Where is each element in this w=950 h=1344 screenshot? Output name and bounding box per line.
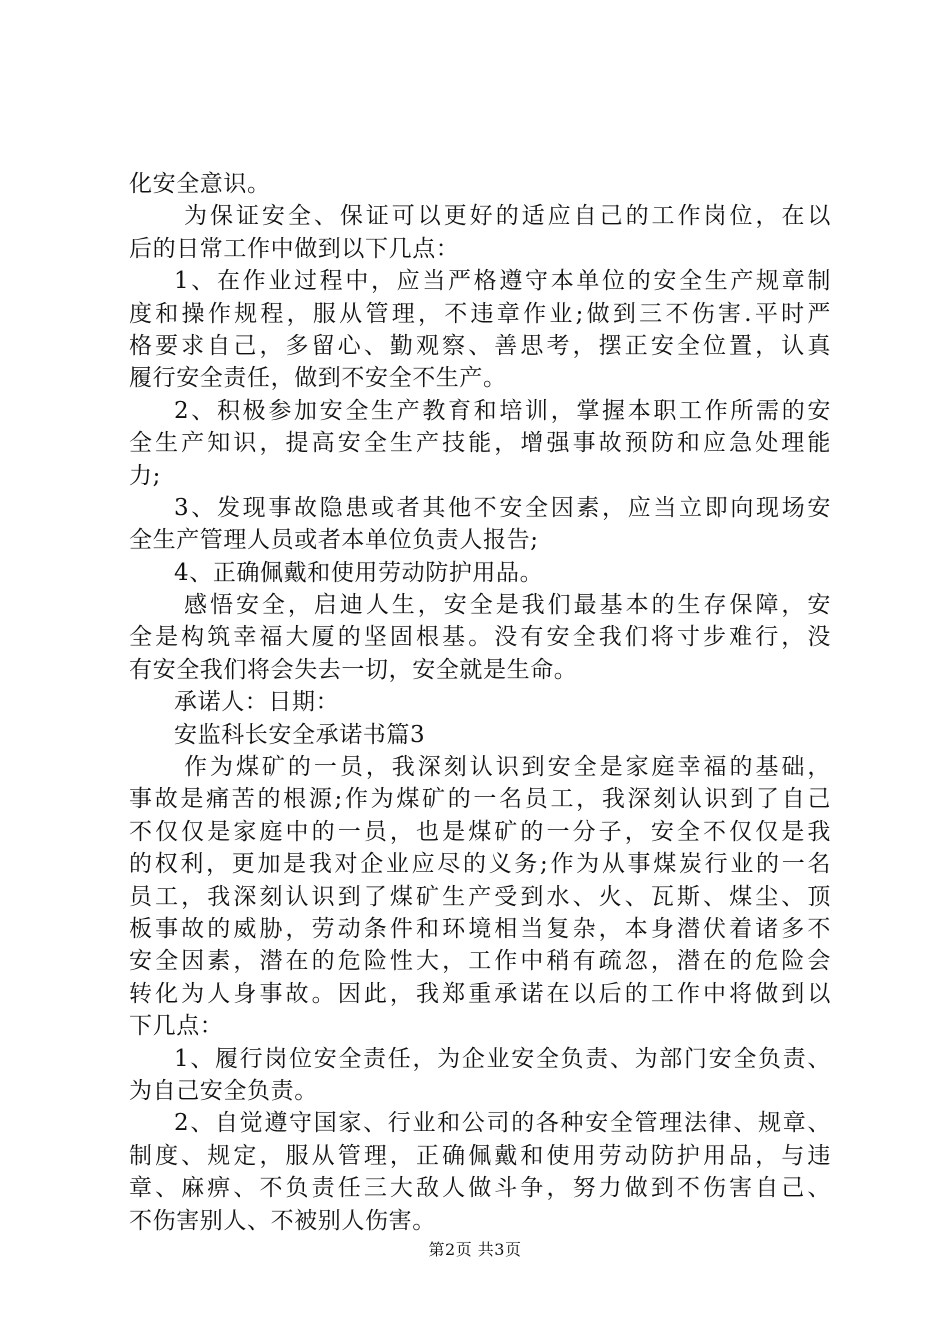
- list-item-line: 3、发现事故隐患或者其他不安全因素，应当立即向现场安: [174, 494, 831, 521]
- page-number-footer: 第2页 共3页: [428, 1240, 522, 1259]
- paragraph-line: 不仅仅是家庭中的一员，也是煤矿的一分子，安全不仅仅是我: [129, 818, 831, 845]
- list-item-line: 1、在作业过程中，应当严格遵守本单位的安全生产规章制: [174, 268, 831, 295]
- list-item-line: 制度、规定，服从管理，正确佩戴和使用劳动防护用品，与违: [129, 1142, 831, 1169]
- list-item-line: 4、正确佩戴和使用劳动防护用品。: [174, 559, 544, 586]
- paragraph-line: 的权利，更加是我对企业应尽的义务;作为从事煤炭行业的一名: [129, 851, 831, 878]
- list-item-line: 2、自觉遵守国家、行业和公司的各种安全管理法律、规章、: [174, 1110, 831, 1137]
- paragraph-line: 板事故的威胁，劳动条件和环境相当复杂，本身潜伏着诸多不: [129, 915, 831, 942]
- paragraph-line: 转化为人身事故。因此，我郑重承诺在以后的工作中将做到以: [129, 980, 831, 1007]
- paragraph-line: 全是构筑幸福大厦的坚固根基。没有安全我们将寸步难行，没: [129, 624, 831, 651]
- list-item-line: 1、履行岗位安全责任，为企业安全负责、为部门安全负责、: [174, 1045, 831, 1072]
- section-heading: 安监科长安全承诺书篇3: [174, 721, 426, 748]
- list-item-line: 全生产管理人员或者本单位负责人报告;: [129, 527, 539, 554]
- paragraph-line: 化安全意识。: [129, 171, 271, 197]
- list-item-line: 格要求自己，多留心、勤观察、善思考，摆正安全位置，认真: [129, 332, 831, 359]
- paragraph-line: 安全因素，潜在的危险性大，工作中稍有疏忽，潜在的危险会: [129, 948, 831, 975]
- list-item-line: 度和操作规程，服从管理，不违章作业;做到三不伤害.平时严: [129, 300, 831, 327]
- paragraph-line: 下几点：: [129, 1013, 224, 1040]
- list-item-line: 章、麻痹、不负责任三大敌人做斗争，努力做到不伤害自己、: [129, 1175, 831, 1202]
- paragraph-line: 感悟安全，启迪人生，安全是我们最基本的生存保障，安: [184, 592, 831, 619]
- paragraph-line: 事故是痛苦的根源;作为煤矿的一名员工，我深刻认识到了自己: [129, 786, 831, 813]
- list-item-line: 不伤害别人、不被别人伤害。: [129, 1207, 436, 1234]
- list-item-line: 2、积极参加安全生产教育和培训，掌握本职工作所需的安: [174, 397, 831, 424]
- paragraph-line: 后的日常工作中做到以下几点：: [129, 235, 460, 262]
- list-item-line: 履行安全责任，做到不安全不生产。: [129, 365, 507, 392]
- document-body: [129, 168, 831, 1237]
- paragraph-line: 作为煤矿的一员，我深刻认识到安全是家庭幸福的基础，: [184, 754, 831, 781]
- list-item-line: 全生产知识，提高安全生产技能，增强事故预防和应急处理能: [129, 430, 831, 457]
- list-item-line: 力;: [129, 462, 161, 489]
- paragraph-line: 员工，我深刻认识到了煤矿生产受到水、火、瓦斯、煤尘、顶: [129, 883, 831, 910]
- paragraph-line: 有安全我们将会失去一切，安全就是生命。: [129, 656, 578, 683]
- signature-line: 承诺人：日期：: [174, 689, 340, 716]
- list-item-line: 为自己安全负责。: [129, 1077, 318, 1104]
- paragraph-line: 为保证安全、保证可以更好的适应自己的工作岗位，在以: [184, 203, 831, 230]
